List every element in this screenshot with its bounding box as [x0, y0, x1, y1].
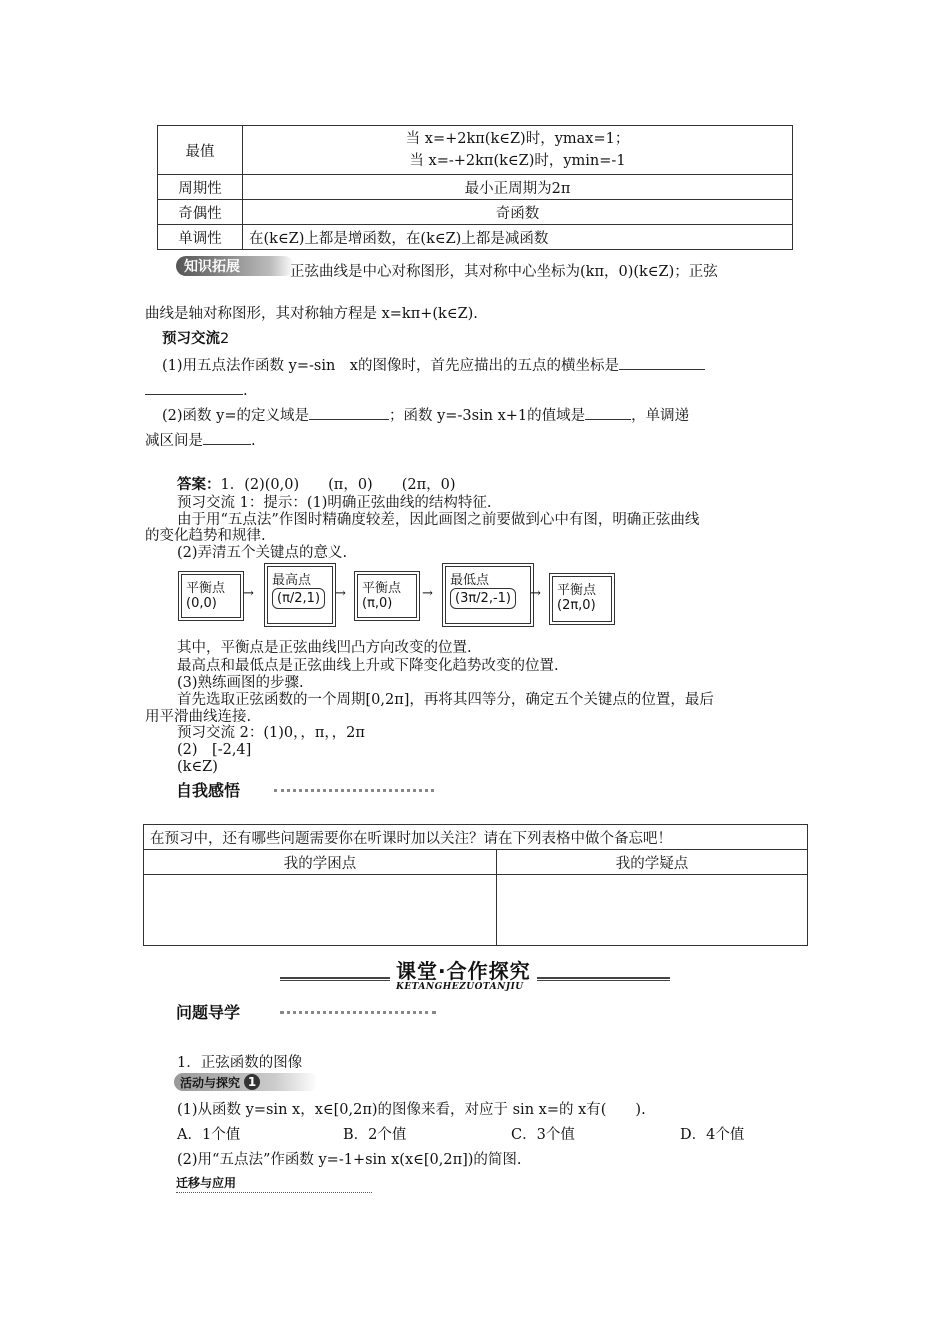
flow-node-title: 平衡点: [186, 581, 226, 596]
answer-blank[interactable]: [585, 419, 631, 420]
answers-line-6: 其中，平衡点是正弦曲线凹凸方向改变的位置.: [177, 640, 472, 656]
flow-node-title: 平衡点: [362, 581, 402, 596]
answers-line-4: 的变化趋势和规律.: [145, 528, 266, 544]
q2-text-a: (2)函数 y=的定义域是: [162, 408, 309, 424]
flow-node-coord: [272, 588, 328, 609]
question-cell[interactable]: [497, 875, 808, 946]
knowledge-badge: [176, 256, 294, 276]
section-header: [280, 955, 670, 993]
answers-line-7: 最高点和最低点是正弦曲线上升或下降变化趋势改变的位置.: [177, 658, 559, 674]
row-value: 最小正周期为2π: [243, 175, 793, 200]
flow-node-title: 最高点: [272, 573, 312, 588]
properties-table: [157, 125, 793, 250]
divider: [274, 789, 434, 792]
flow-node-coord: [450, 588, 526, 609]
max-line: 当 x=+2kπ(k∈Z)时，ymax=1；: [405, 131, 630, 147]
option-c[interactable]: C．3个值: [511, 1127, 575, 1143]
arrow-icon: →: [422, 586, 433, 601]
row-value: 在(k∈Z)上都是增函数，在(k∈Z)上都是减函数: [243, 225, 793, 250]
flow-node-coord-value: (3π/2,-1): [450, 588, 516, 609]
activity-badge: [174, 1073, 318, 1091]
table-row: [158, 175, 793, 200]
preview2-q1: [162, 357, 705, 375]
q2-end: .: [251, 433, 256, 449]
activity-label: 活动与探究: [180, 1075, 241, 1090]
knowledge-line-1: 正弦曲线是中心对称图形，其对称中心坐标为(kπ，0)(k∈Z)；正弦: [290, 264, 718, 280]
guide-badge: [176, 1001, 276, 1021]
min-line: 当 x=-+2kπ(k∈Z)时，ymin=-1: [409, 153, 626, 169]
row-label: 奇偶性: [158, 200, 243, 225]
row-value: [243, 126, 793, 175]
preview2-q1-cont: [145, 382, 248, 400]
answer-blank[interactable]: [309, 419, 389, 420]
q2-text-c: ，单调递: [631, 408, 690, 424]
answers-line-1: [177, 476, 456, 494]
column-header: 我的学困点: [144, 850, 497, 875]
table-row: [144, 875, 808, 946]
row-label: 周期性: [158, 175, 243, 200]
activity-q2: (2)用“五点法”作函数 y=-1+sin x(x∈[0,2π])的简图.: [177, 1152, 522, 1168]
preview2-title: [162, 330, 229, 348]
flow-node-2: [267, 566, 333, 624]
apply-label: 迁移与应用: [176, 1176, 237, 1190]
preview2-q2-cont: [145, 432, 256, 450]
answers-label: 答案：: [177, 477, 221, 493]
apply-badge: [176, 1174, 372, 1193]
table-row: [158, 200, 793, 225]
activity-q1: (1)从函数 y=sin x，x∈[0,2π)的图像来看，对应于 sin x=的 x有( ).: [177, 1102, 646, 1118]
q1-text: (1)用五点法作函数 y=-sin x的图像时，首先应描出的五点的横坐标是: [162, 358, 619, 374]
flow-node-3: [357, 574, 417, 618]
row-label: 最值: [158, 126, 243, 175]
flow-node-title: 最低点: [450, 573, 490, 588]
q2-text-d: 减区间是: [145, 433, 203, 449]
option-a[interactable]: A．1个值: [177, 1127, 241, 1143]
answer-blank[interactable]: [145, 394, 243, 395]
arrow-icon: →: [243, 586, 254, 601]
difficulty-cell[interactable]: [144, 875, 497, 946]
row-label: 单调性: [158, 225, 243, 250]
section-title: 课堂·合作探究: [390, 955, 537, 984]
q2-text-b: ；函数 y=-3sin x+1的值域是: [389, 408, 586, 424]
preview2-title-num: 2: [220, 331, 230, 347]
q1-end: .: [243, 383, 248, 399]
answers-line-9: 首先选取正弦函数的一个周期[0,2π]，再将其四等分，确定五个关键点的位置，最后: [177, 692, 714, 708]
section-pinyin: KETANGHEZUOTANJIU: [396, 982, 524, 992]
column-header: 我的学疑点: [497, 850, 808, 875]
flow-node-coord: (2π,0): [557, 598, 596, 613]
answer-blank[interactable]: [203, 444, 251, 445]
preview2-q2: [162, 407, 689, 425]
answer-blank[interactable]: [619, 369, 705, 370]
arrow-icon: →: [335, 586, 346, 601]
arrow-icon: →: [530, 586, 541, 601]
answers-line-12: (2) [-2,4]: [177, 742, 252, 758]
option-b[interactable]: B．2个值: [343, 1127, 407, 1143]
reflection-table: [143, 824, 808, 946]
answers-text: 1．(2)(0,0) (π，0) (2π，0): [220, 477, 456, 493]
table-row: [158, 225, 793, 250]
self-reflect-badge-label: 自我感悟: [176, 780, 241, 800]
answers-line-11: 预习交流 2：(1)0，，π，，2π: [177, 725, 365, 741]
preview2-title-text: 预习交流: [162, 331, 220, 347]
table-row: [144, 850, 808, 875]
row-value: 奇函数: [243, 200, 793, 225]
divider: [280, 1011, 436, 1014]
guide-badge-label: 问题导学: [176, 1002, 241, 1022]
answers-line-5: (2)弄清五个关键点的意义.: [177, 545, 348, 561]
answers-line-13: (k∈Z): [177, 759, 218, 775]
flow-node-coord: (0,0): [186, 596, 217, 611]
flow-node-5: [552, 576, 612, 622]
answers-line-10: 用平滑曲线连接.: [145, 709, 252, 725]
table-row: [158, 126, 793, 175]
answers-line-3: 由于用“五点法”作图时精确度较差，因此画图之前要做到心中有图，明确正弦曲线: [177, 512, 700, 528]
answers-line-2: 预习交流 1：提示：(1)明确正弦曲线的结构特征.: [177, 495, 492, 511]
answers-line-8: (3)熟练画图的步骤.: [177, 675, 304, 691]
knowledge-badge-label: 知识拓展: [184, 259, 240, 275]
table-row: [144, 825, 808, 850]
flow-node-1: [181, 574, 241, 618]
flow-node-coord: (π,0): [362, 596, 393, 611]
flow-node-title: 平衡点: [557, 583, 597, 598]
flow-node-4: [445, 566, 531, 624]
self-reflect-badge: [176, 779, 268, 799]
activity-number: 1: [244, 1074, 260, 1090]
flow-node-coord-value: (π/2,1): [272, 588, 325, 609]
knowledge-line-2: 曲线是轴对称图形，其对称轴方程是 x=kπ+(k∈Z).: [145, 306, 478, 322]
reflection-prompt: 在预习中，还有哪些问题需要你在听课时加以关注？请在下列表格中做个备忘吧！: [144, 825, 808, 850]
guide-item-1: 1．正弦函数的图像: [177, 1055, 303, 1071]
option-d[interactable]: D．4个值: [680, 1127, 745, 1143]
